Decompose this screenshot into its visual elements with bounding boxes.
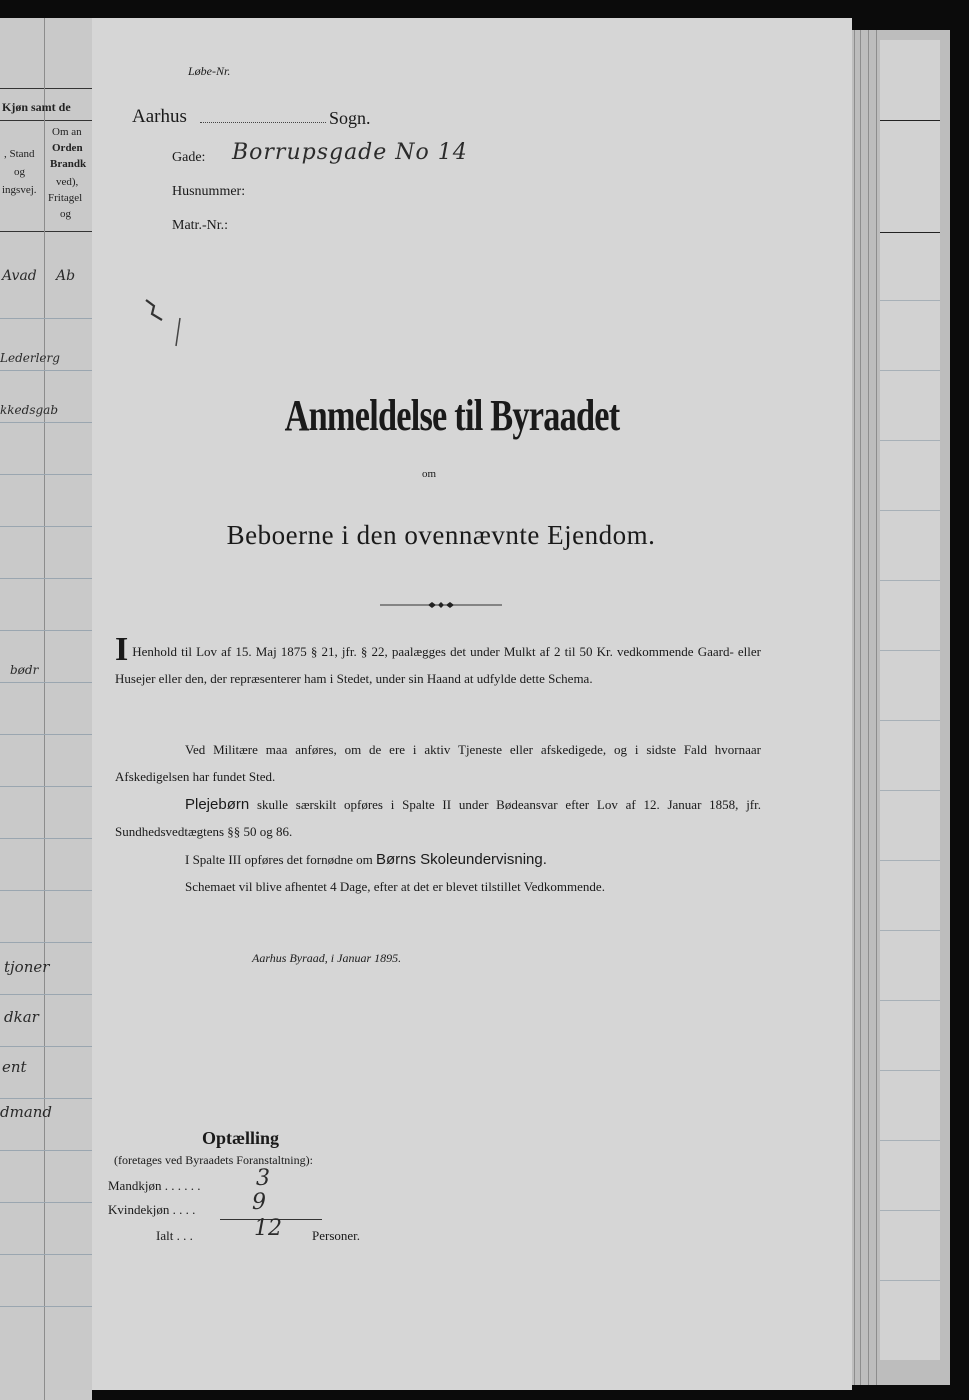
left-header-rule [0, 88, 92, 89]
left-header-text: Kjøn samt de [2, 100, 71, 114]
left-ruled-line [0, 1202, 92, 1203]
paragraph-2: Ved Militære maa anføres, om de ere i aktiv Tjeneste eller afskedigede, og i sidste Fald hvornaar Afskedigelsen har fundet Sted. [115, 742, 761, 784]
right-rule [880, 440, 940, 441]
left-handwriting: Lederlerg [0, 351, 60, 365]
left-ruled-line [0, 682, 92, 683]
left-handwriting: dkar [4, 1008, 39, 1026]
paragraph-4-emphasis: Børns Skoleundervisning. [375, 851, 547, 868]
right-rule [880, 510, 940, 511]
city-label: Aarhus [132, 106, 187, 127]
left-ruled-line [0, 1150, 92, 1151]
main-form-page [92, 18, 852, 1390]
left-ruled-line [0, 994, 92, 995]
left-col1-line: , Stand [4, 148, 35, 160]
gade-label: Gade: [172, 150, 206, 165]
left-ruled-line [0, 1254, 92, 1255]
lobe-nr-label: Løbe-Nr. [188, 64, 231, 78]
right-rule [880, 232, 940, 233]
left-ruled-line [0, 578, 92, 579]
left-ruled-line [0, 370, 92, 371]
left-col1-line: og [14, 166, 25, 178]
sogn-dotted-line [200, 122, 326, 123]
right-rule [880, 300, 940, 301]
left-ruled-line [0, 890, 92, 891]
female-count-label: Kvindekjøn . . . . [108, 1202, 196, 1217]
left-handwriting: kkedsgab [0, 403, 59, 417]
female-count-value: 9 [252, 1190, 266, 1215]
left-handwriting: ent [2, 1058, 27, 1076]
signature-line: Aarhus Byraad, i Januar 1895. [252, 951, 402, 965]
gade-value-handwritten: Borrupsgade No 14 [232, 140, 468, 165]
husnummer-label: Husnummer: [172, 184, 246, 199]
right-rule [880, 1210, 940, 1211]
right-rule [880, 930, 940, 931]
right-rule [880, 790, 940, 791]
left-header-rule-2 [0, 120, 92, 121]
left-col2-line: ved), [56, 176, 79, 188]
left-column-divider [44, 18, 45, 1400]
paragraph-3 [115, 791, 761, 845]
left-ruled-line [0, 942, 92, 943]
form-title: Anmeldelse til Byraadet [284, 391, 620, 440]
left-col2-line: Om an [52, 126, 82, 138]
left-ruled-line [0, 474, 92, 475]
ink-mark [140, 296, 200, 356]
left-handwriting: tjoner [4, 958, 50, 976]
right-rule [880, 1280, 940, 1281]
left-ruled-line [0, 786, 92, 787]
left-handwriting: Ab [56, 268, 76, 284]
left-handwriting: dmand [0, 1103, 53, 1121]
drop-initial: I [115, 631, 129, 668]
count-note: (foretages ved Byraadets Foranstaltning): [114, 1153, 313, 1167]
right-rule [880, 650, 940, 651]
right-rule [880, 120, 940, 121]
left-ruled-line [0, 1098, 92, 1099]
male-count-label: Mandkjøn . . . . . . [108, 1178, 201, 1193]
right-rule [880, 1070, 940, 1071]
left-ruled-line [0, 1046, 92, 1047]
right-rule [880, 580, 940, 581]
paragraph-1 [115, 631, 761, 692]
right-rule [880, 370, 940, 371]
page-edge-line [868, 30, 869, 1385]
left-ruled-line [0, 318, 92, 319]
left-ruled-line [0, 526, 92, 527]
male-count-value: 3 [256, 1166, 270, 1191]
right-page-fragment [880, 40, 940, 1360]
left-col2-line: Orden [52, 142, 83, 154]
left-handwriting: Avad [2, 268, 37, 284]
left-ruled-line [0, 1306, 92, 1307]
left-col1-line: ingsvej. [2, 184, 37, 196]
total-count-label: Ialt . . . [156, 1228, 193, 1243]
right-rule [880, 720, 940, 721]
paragraph-3-emphasis: Plejebørn [185, 796, 250, 813]
sogn-label: Sogn. [329, 108, 371, 128]
left-ruled-line [0, 838, 92, 839]
left-header-rule-3 [0, 231, 92, 232]
paragraph-1-text: Henhold til Lov af 15. Maj 1875 § 21, jfr. § 22, paalægges det under Mulkt af 2 til 50 Kr. vedkommende Gaard- eller Husejer eller den, der repræsenterer ham i Stedet, under sin Haand at udfylde dette Schema. [115, 644, 761, 686]
left-ruled-line [0, 630, 92, 631]
decorative-divider-icon [380, 599, 502, 611]
page-edge-line [854, 30, 855, 1385]
left-ruled-line [0, 422, 92, 423]
left-handwriting: bødr [10, 663, 39, 677]
count-title: Optælling [202, 1128, 280, 1148]
form-subtitle: Beboerne i den ovennævnte Ejendom. [226, 520, 656, 550]
paragraph-3-text: skulle særskilt opføres i Spalte II under Bødeansvar efter Lov af 12. Januar 1858, jfr. Sundhedsvedtægtens §§ 50 og 86. [115, 797, 761, 839]
page-edge-line [860, 30, 861, 1385]
right-rule [880, 1000, 940, 1001]
persons-label: Personer. [312, 1228, 361, 1243]
paragraph-4 [115, 846, 761, 873]
left-col2-line: Brandk [50, 158, 87, 170]
page-edge-line [876, 30, 877, 1385]
right-rule [880, 860, 940, 861]
title-connector: om [422, 468, 437, 480]
left-ruled-line [0, 734, 92, 735]
paragraph-4-text: I Spalte III opføres det fornødne om [185, 852, 373, 867]
left-col2-line: og [60, 208, 71, 220]
left-page-fragment [0, 18, 92, 1400]
right-rule [880, 1140, 940, 1141]
matr-nr-label: Matr.-Nr.: [172, 218, 228, 233]
left-col2-line: Fritagel [48, 192, 83, 204]
paragraph-5: Schemaet vil blive afhentet 4 Dage, efter at det er blevet tilstillet Vedkommende. [185, 879, 605, 894]
total-count-value: 12 [254, 1216, 282, 1241]
